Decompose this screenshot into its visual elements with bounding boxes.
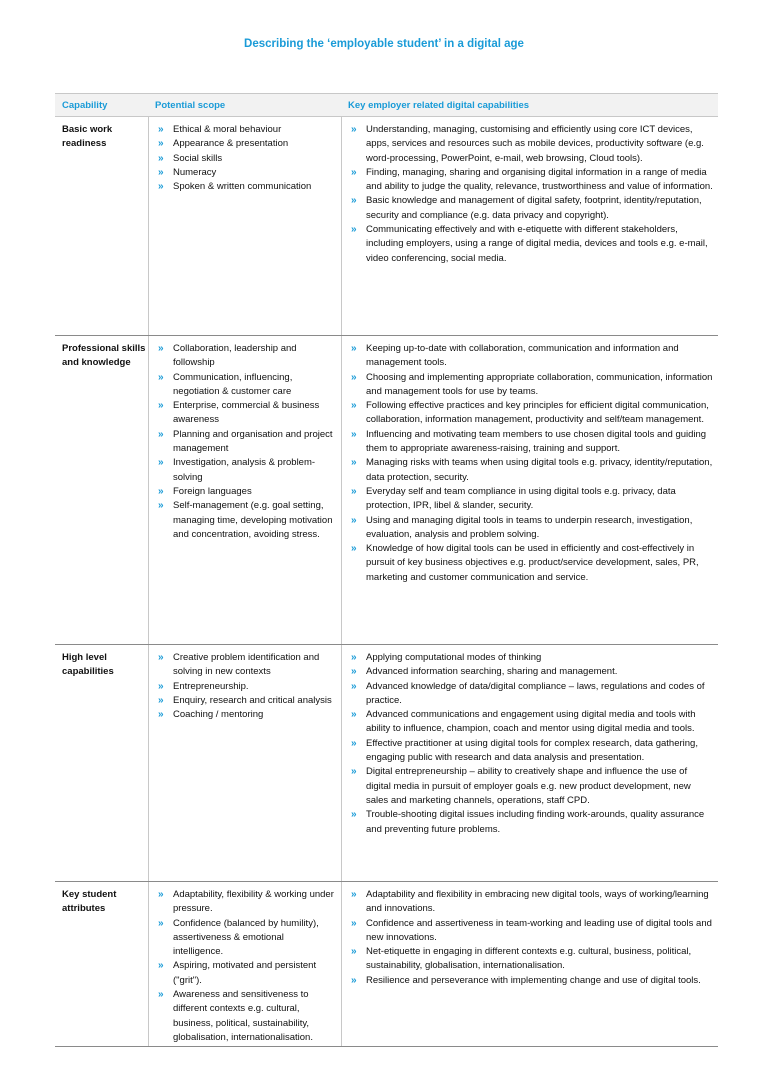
scope-cell: [148, 645, 341, 881]
scope-cell: [148, 336, 341, 644]
list-item-text: Enquiry, research and critical analysis: [173, 694, 332, 706]
list-item: [149, 371, 341, 400]
list-item: [149, 988, 341, 1045]
list-item: [149, 888, 341, 917]
list-item: [149, 917, 341, 960]
list-item: [342, 888, 718, 917]
list-item-text: Ethical & moral behaviour: [173, 124, 282, 135]
employer-cell: [341, 336, 718, 644]
bullet-icon: »: [158, 428, 164, 440]
list-item-text: Managing risks with teams when using digital tools e.g. privacy, identity/reputation, data protection, security.: [366, 457, 713, 483]
bullet-icon: »: [158, 989, 164, 1001]
bullet-icon: »: [158, 152, 164, 164]
list-item-text: Communicating effectively and with e-etiquette with different stakeholders, including employers, using a range of digital media, devices and tools e.g. e-mail, video conferencing, social media.: [366, 224, 708, 264]
header-capability: Capability: [62, 99, 108, 111]
list-item-text: Aspiring, motivated and persistent ("grit").: [173, 960, 317, 986]
bullet-icon: »: [351, 343, 357, 354]
list-item-text: Adaptability, flexibility & working under pressure.: [173, 889, 334, 915]
bullet-icon: »: [351, 917, 357, 929]
scope-cell: [148, 882, 341, 1046]
table-header: [55, 93, 718, 117]
list-item: [149, 499, 341, 542]
bullet-list: [149, 888, 341, 1045]
bullet-icon: »: [351, 457, 357, 469]
list-item: [342, 428, 718, 457]
bullet-icon: »: [351, 124, 357, 135]
list-item: [149, 137, 341, 151]
list-item-text: Awareness and sensitiveness to different contexts e.g. cultural, business, political, sustainability, globalisation, internationalisation.: [173, 989, 313, 1043]
bullet-icon: »: [158, 694, 164, 706]
list-item: [342, 194, 718, 223]
list-item-text: Advanced knowledge of data/digital compliance – laws, regulations and codes of practice.: [366, 680, 705, 706]
list-item-text: Entrepreneurship.: [173, 680, 249, 692]
list-item: [342, 808, 718, 837]
list-item: [149, 123, 341, 137]
list-item: [342, 974, 718, 988]
scope-cell: [148, 117, 341, 335]
bullet-icon: »: [158, 652, 164, 663]
list-item: [342, 651, 718, 665]
capabilities-table: [55, 93, 718, 1047]
list-item-text: Spoken & written communication: [173, 181, 312, 193]
list-item: [342, 765, 718, 808]
list-item-text: Finding, managing, sharing and organising digital information in a range of media and ability to judge the quality, relevance, trustworthiness and value of information.: [366, 166, 713, 193]
employer-cell: [341, 117, 718, 335]
bullet-icon: »: [351, 946, 357, 958]
bullet-icon: »: [351, 195, 357, 207]
header-employer: Key employer related digital capabilities: [348, 99, 530, 111]
list-item-text: Basic knowledge and management of digital safety, footprint, identity/reputation, security and compliance (e.g. data privacy and copyright).: [366, 195, 702, 221]
bullet-icon: »: [158, 680, 164, 692]
bullet-icon: »: [158, 917, 164, 929]
table-row: [55, 882, 718, 1047]
list-item-text: Trouble-shooting digital issues including finding work-arounds, quality assurance and preventing future problems.: [366, 809, 705, 835]
bullet-icon: »: [351, 400, 357, 412]
bullet-icon: »: [351, 709, 357, 721]
list-item: [149, 342, 341, 371]
table-row: [55, 117, 718, 336]
list-item: [342, 945, 718, 974]
bullet-icon: »: [351, 737, 357, 749]
list-item-text: Understanding, managing, customising and efficiently using core ICT devices, apps, services and resources such as mobile devices, productivity software (e.g. word-processing, PowerPoint, e-mail, web browsing, Cloud tools).: [366, 124, 704, 164]
list-item: [342, 371, 718, 400]
list-item: [342, 917, 718, 946]
employer-cell: [341, 882, 718, 1046]
bullet-icon: »: [158, 400, 164, 412]
capability-cell: Key student attributes: [62, 889, 117, 915]
list-item-text: Net-etiquette in engaging in different contexts e.g. cultural, business, political, sustainability, globalisation, internationalisation.: [366, 946, 692, 972]
bullet-icon: »: [158, 181, 164, 193]
list-item-text: Foreign languages: [173, 485, 252, 497]
table-row: [55, 336, 718, 645]
list-item: [342, 665, 718, 679]
list-item-text: Planning and organisation and project management: [173, 428, 333, 455]
list-item: [342, 399, 718, 428]
list-item: [149, 708, 341, 722]
list-item: [342, 456, 718, 485]
list-item: [149, 428, 341, 457]
list-item: [149, 399, 341, 428]
list-item: [342, 737, 718, 766]
employer-cell: [341, 645, 718, 881]
list-item: [149, 651, 341, 680]
bullet-icon: »: [158, 166, 164, 178]
bullet-icon: »: [158, 138, 164, 150]
list-item-text: Self-management (e.g. goal setting, managing time, developing motivation and concentration, avoiding stress.: [173, 500, 333, 540]
list-item: [149, 180, 341, 194]
bullet-list: [342, 123, 718, 266]
bullet-icon: »: [351, 666, 357, 678]
bullet-list: [342, 651, 718, 837]
list-item-text: Applying computational modes of thinking: [366, 652, 542, 663]
document-title: Describing the ‘employable student’ in a digital age: [244, 38, 524, 50]
list-item-text: Influencing and motivating team members to use chosen digital tools and guiding them to appropriate awareness-raising, training and support.: [366, 428, 707, 455]
list-item-text: Effective practitioner at using digital tools for complex research, data gathering, engaging public with research and data analysis and presentation.: [366, 737, 698, 764]
list-item-text: Investigation, analysis & problem-solving: [173, 457, 316, 483]
list-item: [342, 542, 718, 585]
bullet-icon: »: [158, 485, 164, 497]
list-item-text: Collaboration, leadership and followship: [173, 343, 297, 369]
list-item: [149, 456, 341, 485]
bullet-icon: »: [158, 889, 164, 900]
bullet-icon: »: [158, 124, 164, 135]
bullet-icon: »: [351, 371, 357, 383]
list-item-text: Everyday self and team compliance in using digital tools e.g. privacy, data protection, IPR, libel & slander, security.: [366, 485, 676, 512]
bullet-list: [342, 888, 718, 988]
list-item-text: Advanced information searching, sharing and management.: [366, 666, 618, 678]
bullet-icon: »: [351, 889, 357, 900]
list-item: [342, 680, 718, 709]
table-row: [55, 645, 718, 882]
list-item-text: Communication, influencing, negotiation & customer care: [173, 371, 293, 397]
list-item: [342, 166, 718, 195]
bullet-icon: »: [158, 457, 164, 469]
list-item-text: Confidence and assertiveness in team-working and leading use of digital tools and new innovations.: [366, 917, 712, 943]
bullet-icon: »: [158, 343, 164, 354]
bullet-icon: »: [351, 766, 357, 778]
list-item: [342, 342, 718, 371]
list-item: [149, 166, 341, 180]
list-item: [149, 959, 341, 988]
list-item-text: Confidence (balanced by humility), assertiveness & emotional intelligence.: [173, 917, 319, 958]
list-item-text: Advanced communications and engagement using digital media and tools with ability to influence, champion, coach and mentor using digital media and tools.: [366, 709, 696, 735]
bullet-list: [149, 651, 341, 722]
bullet-list: [149, 123, 341, 194]
list-item-text: Keeping up-to-date with collaboration, communication and information and management tools.: [366, 343, 679, 369]
list-item: [342, 485, 718, 514]
bullet-icon: »: [158, 371, 164, 383]
list-item-text: Coaching / mentoring: [173, 709, 264, 721]
capability-cell: Basic work readiness: [62, 124, 113, 150]
list-item: [149, 694, 341, 708]
list-item: [342, 514, 718, 543]
list-item-text: Social skills: [173, 152, 223, 164]
list-item-text: Following effective practices and key principles for efficient digital communication, collaboration, information management, productivity and self/team management.: [366, 400, 709, 426]
bullet-icon: »: [351, 809, 357, 821]
capability-cell: High level capabilities: [62, 652, 114, 678]
list-item: [149, 152, 341, 166]
list-item-text: Digital entrepreneurship – ability to creatively shape and influence the use of digital media in pursuit of employer goals e.g. new product development, new sales and marketing channels, operations, staff CPD.: [366, 766, 691, 806]
bullet-icon: »: [351, 166, 357, 178]
list-item-text: Adaptability and flexibility in embracing new digital tools, ways of working/learning and innovations.: [366, 889, 709, 915]
list-item: [342, 123, 718, 166]
bullet-list: [342, 342, 718, 585]
list-item: [149, 485, 341, 499]
bullet-icon: »: [351, 680, 357, 692]
bullet-icon: »: [351, 652, 357, 663]
list-item-text: Resilience and perseverance with implementing change and use of digital tools.: [366, 974, 701, 986]
list-item-text: Appearance & presentation: [173, 138, 289, 150]
bullet-icon: »: [351, 428, 357, 440]
list-item: [342, 708, 718, 737]
bullet-icon: »: [351, 514, 357, 526]
list-item: [342, 223, 718, 266]
bullet-icon: »: [158, 709, 164, 721]
bullet-icon: »: [351, 974, 357, 986]
header-scope: Potential scope: [155, 99, 226, 111]
bullet-icon: »: [351, 543, 357, 555]
bullet-icon: »: [351, 224, 357, 236]
bullet-icon: »: [158, 960, 164, 972]
bullet-list: [149, 342, 341, 542]
bullet-icon: »: [351, 485, 357, 497]
list-item: [149, 680, 341, 694]
list-item-text: Numeracy: [173, 166, 217, 178]
list-item-text: Choosing and implementing appropriate collaboration, communication, information and management tools for use by teams.: [366, 371, 713, 397]
bullet-icon: »: [158, 500, 164, 512]
capability-cell: Professional skills and knowledge: [62, 343, 146, 369]
list-item-text: Creative problem identification and solving in new contexts: [173, 652, 320, 678]
list-item-text: Using and managing digital tools in teams to underpin research, investigation, evaluation, analysis and problem solving.: [366, 514, 693, 540]
list-item-text: Enterprise, commercial & business awareness: [173, 400, 320, 426]
list-item-text: Knowledge of how digital tools can be used in efficiently and cost-effectively in pursuit of key business objectives e.g. product/service development, sales, PR, marketing and customer communication and service.: [366, 543, 699, 583]
